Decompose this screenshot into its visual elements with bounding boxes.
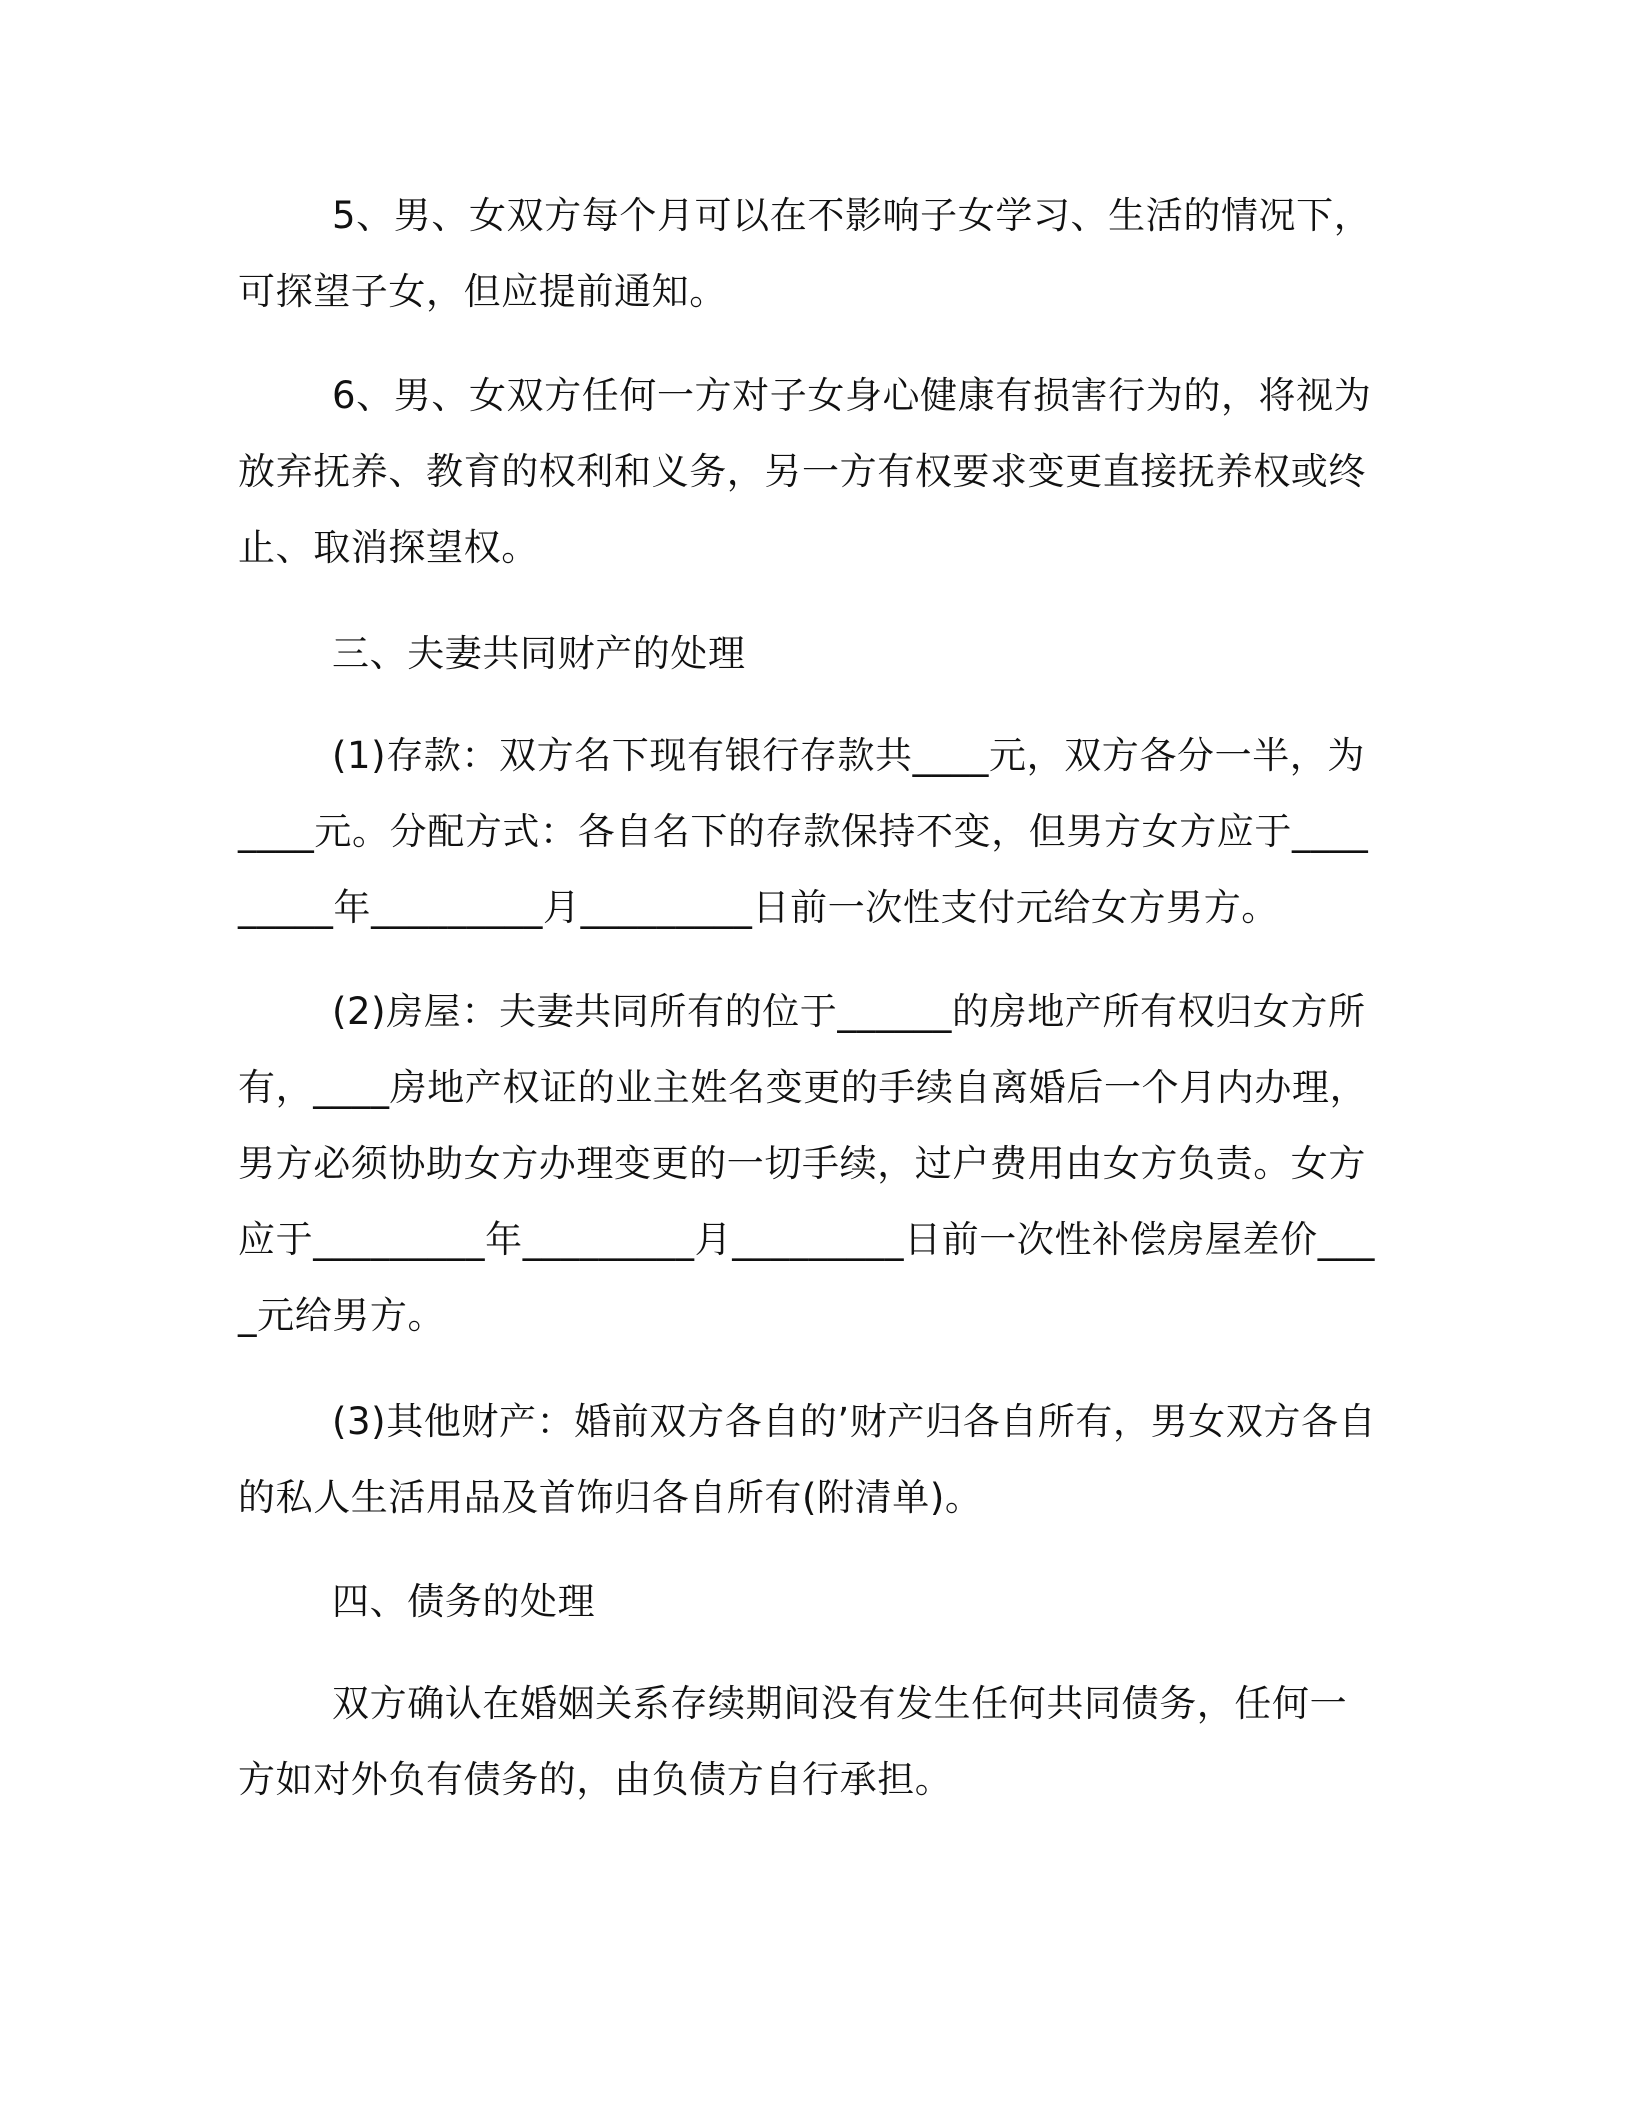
section-heading-debts: 四、债务的处理 [332, 1580, 596, 1623]
property-other: (3)其他财产：婚前双方各自的’财产归各自所有，男女双方各自的私人生活用品及首饰归各自所有(附清单)。 [238, 1400, 1377, 1519]
clause-6-termination: 6、男、女双方任何一方对子女身心健康有损害行为的，将视为放弃抚养、教育的权利和义务，另一方有权要求变更直接抚养权或终止、取消探望权。 [238, 374, 1372, 569]
property-house: (2)房屋：夫妻共同所有的位于______的房地产所有权归女方所有，____房地产权证的业主姓名变更的手续自离婚后一个月内办理，男方必须协助女方办理变更的一切手续，过户费用由女方负责。女方应于_________年_________月_________日前一次性补偿房屋差价____元给男方。 [238, 990, 1375, 1337]
section-heading-property: 三、夫妻共同财产的处理 [332, 632, 746, 675]
debts-clause: 双方确认在婚姻关系存续期间没有发生任何共同债务，任何一方如对外负有债务的，由负债方自行承担。 [238, 1682, 1348, 1801]
property-deposits: (1)存款：双方名下现有银行存款共____元，双方各分一半，为____元。分配方式：各自名下的存款保持不变，但男方女方应于_________年_________月_________日前一次性支付元给女方男方。 [238, 734, 1369, 929]
clause-5-visitation: 5、男、女双方每个月可以在不影响子女学习、生活的情况下，可探望子女，但应提前通知。 [238, 194, 1372, 313]
